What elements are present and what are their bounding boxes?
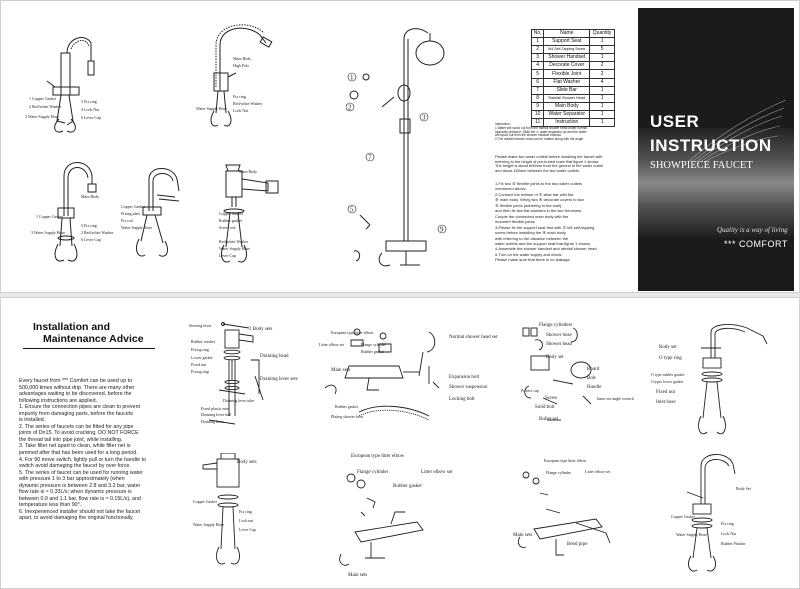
cell-qty: 5 <box>590 46 615 54</box>
parts-table <box>531 29 615 127</box>
cell-no: 10 <box>532 110 544 118</box>
cell-name: Flat Washer <box>544 78 590 86</box>
cover-panel <box>638 8 794 291</box>
label: Bolt <box>587 376 596 381</box>
label: 2 Red/white Washer <box>29 104 62 109</box>
note-line: 2.The rainfall shower head can be rotated along with the angle. <box>495 137 584 142</box>
intro-line: referring to the height of pre-buried hose that figure 1 shows. <box>495 158 600 164</box>
header-name: Name <box>544 30 590 38</box>
label: Main Body <box>81 194 100 199</box>
table-row <box>532 38 615 46</box>
label: Draining lever tube <box>223 398 255 403</box>
basin-mixer-drawing <box>191 453 271 573</box>
cell-name: Water Separator <box>544 110 590 118</box>
instruction-sheet-bottom <box>0 297 800 589</box>
cell-name: M4 Self-Tapping Screw <box>544 46 590 54</box>
label: Copper Gasket <box>193 499 217 504</box>
tall-basin-faucet-drawing <box>651 448 771 578</box>
label: 3 Water Supply Hose <box>31 230 65 235</box>
label: Lock Nut <box>721 531 737 536</box>
cell-no: 9 <box>532 102 544 110</box>
step-line: 3.Please fix the support seat first with ② M4 self-tapping <box>495 224 595 230</box>
label: High Pole <box>233 63 250 68</box>
table-row <box>532 94 615 102</box>
installation-title-line1: Installation and <box>33 321 111 333</box>
advice-line: jammed after that has been used for a long period. <box>19 450 138 457</box>
concealed-valve-drawing <box>513 320 623 440</box>
shower-system-drawing <box>346 19 456 281</box>
label: Plating shower hose <box>331 414 364 419</box>
advice-line: with pressure 1 to 3 bar approximately (when <box>19 476 125 483</box>
label: Rubber gasket <box>393 484 422 489</box>
table-row <box>532 78 615 86</box>
cover-title-line1: USER <box>650 112 700 131</box>
shower-steps <box>495 181 635 263</box>
wall-mixer-a-drawing <box>331 458 451 578</box>
label: Flange cylinder <box>357 470 389 475</box>
label: Inner six-angle wrench <box>597 396 634 401</box>
step-line: ⑤ flexible joints (adhering to the wall), <box>495 202 563 208</box>
advice-line: between 0.9 and 1.1 bar, flow rate is ≈ 0.15L/s), and <box>19 495 141 502</box>
pull-down-faucet-drawing <box>31 31 101 136</box>
cell-name: Rainfall Shower Head <box>544 94 590 102</box>
intro-line: The height is about 800mm from the ground to the water outlet <box>495 163 603 168</box>
label: Copper Gasket <box>121 204 145 209</box>
concealed-valve-diagram <box>513 320 623 440</box>
step-line: water outlets and the support seat that figure 1 shows. <box>495 240 592 246</box>
label: O type rubber gasket <box>651 372 685 377</box>
label: Body set <box>659 345 677 350</box>
label: Draining lever sets <box>260 377 298 382</box>
label: Solid bolt <box>535 405 555 410</box>
label: 5 Fix ring <box>81 99 97 104</box>
step-line: mentioned above. <box>495 186 527 192</box>
label: 4 Lock Nut <box>81 107 100 112</box>
cell-no: 7 <box>532 86 544 94</box>
label: Litter elbow set <box>421 470 453 475</box>
header-no: No. <box>532 30 544 38</box>
label: Copper Gasket <box>219 211 243 216</box>
spring-faucet-drawing <box>206 21 276 133</box>
label: Inlet hose <box>656 400 676 405</box>
cell-no: 8 <box>532 94 544 102</box>
label: Shower suspension <box>449 385 488 390</box>
label: Bend pipe <box>567 542 588 547</box>
header-quantity: Quantity <box>590 30 615 38</box>
advice-line: advantages waiting to be discovered, before the <box>19 391 132 398</box>
cell-qty: 2 <box>590 62 615 70</box>
advice-line: dynamic pressure is between 2.8 and 3.2 bar, water <box>19 482 141 489</box>
step-line: 4.Assemble the shower handset and rainfall shower head. <box>495 246 598 252</box>
advice-line: Every faucet from *** Comfort can be used up to <box>19 378 133 384</box>
label: Fix ring <box>233 94 246 99</box>
advice-line: impurity from damaging parts, before the faucets <box>19 410 133 417</box>
label: Fixing ring <box>191 347 209 352</box>
intro-line: Please make two water outlets before installing the faucet with <box>495 154 603 159</box>
label: 6 Lever Cup <box>81 115 101 120</box>
shower-system-diagram <box>346 19 456 281</box>
label: Normal shower head set <box>449 335 498 340</box>
cell-name: Slide Bar <box>544 86 590 94</box>
label: Body sets <box>237 460 257 465</box>
cell-qty: 1 <box>590 86 615 94</box>
label: Steering lever <box>189 323 212 328</box>
svg-text:1: 1 <box>350 73 354 82</box>
label: European type litter elbow <box>331 330 374 335</box>
cover-tagline: Quality is a way of living <box>717 226 788 234</box>
label: Draining lever ball <box>201 412 232 417</box>
label: European type litter elbow <box>544 458 587 463</box>
installation-title <box>33 321 144 345</box>
advice-line: 4. For 90 move switch, lightly pull or turn the handle to <box>19 456 146 463</box>
advice-line: 500,000 times without drip. There are many other <box>19 384 135 391</box>
step-line: 1.Fix two ⑤ flexible joints to the two water outlets <box>495 181 582 186</box>
label: Rubber Washer <box>721 541 746 546</box>
cell-qty: 1 <box>590 94 615 102</box>
label: Rubber washer <box>191 339 216 344</box>
step-line: 2.Connect the bottom of ⑦ slide bar with the <box>495 191 574 197</box>
label: Fixing ring <box>191 369 209 374</box>
label: Fixing plate <box>121 211 141 216</box>
gooseneck-faucet-diagram <box>46 156 116 268</box>
advice-line: is installed. <box>19 417 46 424</box>
basin-mixer-diagram <box>191 453 271 573</box>
label: Main sets <box>331 368 351 373</box>
label: Lower gasket <box>191 355 213 360</box>
label: Lever Cup <box>219 253 236 258</box>
cell-no: 6 <box>532 78 544 86</box>
label: Water Supply Hose <box>193 522 225 527</box>
label: Fix rod <box>121 218 133 223</box>
cell-no: 11 <box>532 119 544 127</box>
advice-line: 3. Take filter net apart to clean, while filter net is <box>19 443 131 450</box>
advice-line: following instructions are applied. <box>19 397 98 404</box>
cell-name: Flexible Joint <box>544 70 590 78</box>
cover-brand: *** COMFORT <box>724 239 788 249</box>
label: Main sets <box>513 533 533 538</box>
cell-qty: 2 <box>590 70 615 78</box>
label: Flange cylinder <box>546 470 571 475</box>
label: Water Supply Hose <box>219 246 251 251</box>
label: Lock nut <box>239 518 254 523</box>
cover-title-line2: INSTRUCTION <box>650 136 772 155</box>
step-line: Please make sure that there is no leakage. <box>495 257 571 263</box>
wall-mixer-a-diagram <box>331 458 451 578</box>
advice-line: 5. The series of faucet can be used for running water <box>19 469 143 476</box>
label: 2 Red/white Washer <box>81 230 114 235</box>
label: Screw <box>545 396 558 401</box>
table-row <box>532 86 615 94</box>
label: Expansion bolt <box>449 375 480 380</box>
label: 1 Copper Gasket <box>29 96 56 101</box>
label: Board <box>587 367 600 372</box>
cell-name: Shower Handset <box>544 54 590 62</box>
cell-no: 5 <box>532 70 544 78</box>
label: Protect cap <box>521 388 539 393</box>
shower-note <box>495 123 633 142</box>
note-line: Instruction: <box>495 122 511 126</box>
tall-basin-faucet-diagram <box>651 448 771 578</box>
spring-faucet-diagram <box>206 21 276 133</box>
cell-no: 1 <box>532 38 544 46</box>
advice-line: flow rate is ≈ 0.33L/s; when dynamic pressure is <box>19 489 132 496</box>
label: Bullet set <box>539 417 559 422</box>
label: Body set <box>546 355 564 360</box>
table-row <box>532 62 615 70</box>
label: 1 Copper Gasket <box>36 214 63 219</box>
advice-line: apart, to avoid damaging the original functionally. <box>19 515 134 522</box>
label: Screw rod <box>219 225 236 230</box>
label: Lever Cup <box>239 527 256 532</box>
table-row <box>532 110 615 118</box>
label: Fix ring <box>721 521 734 526</box>
installation-title-line2: Maintenance Advice <box>43 333 144 345</box>
label: European type litter elbow <box>351 454 405 459</box>
label: 3 Water Supply Hose <box>25 114 59 119</box>
gooseneck-faucet-drawing <box>46 156 116 268</box>
label: Lock Nut <box>233 108 249 113</box>
label: 5 Fix ring <box>81 223 97 228</box>
label: Red/white Washer <box>233 101 263 106</box>
advice-line: 2. The series of faucets can be fitted for any pipe <box>19 423 134 430</box>
pull-down-faucet-diagram <box>31 31 101 136</box>
cell-no: 4 <box>532 62 544 70</box>
title-underline <box>23 348 155 349</box>
cover-subtitle: SHOWPIECE FAUCET <box>650 160 753 171</box>
instruction-sheet-top <box>0 0 800 293</box>
label: Fixed nut <box>191 362 207 367</box>
note-line: hydraulic pressure. Slide the ④ water separator up and the water <box>495 129 587 134</box>
step-line: 5.Turn on the water supply and check. <box>495 251 563 257</box>
svg-text:7: 7 <box>368 153 372 162</box>
advice-line: switch avoid damaging the faucet by over force. <box>19 463 131 470</box>
shower-intro <box>495 155 635 173</box>
cell-qty: 1 <box>590 54 615 62</box>
svg-text:3: 3 <box>422 113 426 122</box>
label: Litter elbow set <box>585 469 611 474</box>
label: Fixed plastic nuts <box>201 406 230 411</box>
cell-name: Instruction <box>544 119 590 127</box>
cell-qty: 1 <box>590 102 615 110</box>
label: Rubber gasket <box>335 404 358 409</box>
label: Fix ring <box>239 509 252 514</box>
label: Shower head <box>546 342 572 347</box>
advice-line: the thread tail into pipe joint, while installing. <box>19 436 123 443</box>
cell-qty: 4 <box>590 78 615 86</box>
label: Main Body <box>239 169 258 174</box>
step-line: ⑨ main body. Wring two ④ decorate covers to two <box>495 197 584 203</box>
label: 2 Body sets <box>249 327 273 332</box>
table-row <box>532 46 615 54</box>
step-line: Couple the connected main body with the <box>495 213 569 219</box>
label: Shower hose <box>546 333 572 338</box>
label: Draining hose <box>201 419 224 424</box>
label: Flange cylinders <box>539 323 573 328</box>
parts-table-header <box>532 30 615 38</box>
label: Water Supply Hose <box>676 532 708 537</box>
label: O type ring <box>659 356 682 361</box>
intro-line: and about 150mm between the two water outlets. <box>495 167 580 173</box>
cell-name: Support Seat <box>544 38 590 46</box>
cell-no: 3 <box>532 54 544 62</box>
svg-text:9: 9 <box>440 225 444 234</box>
label: Main Body <box>233 56 252 61</box>
svg-text:5: 5 <box>350 205 354 214</box>
advice-line: temperature less than 90°. <box>19 502 82 509</box>
label: Copper Gasket <box>671 514 695 519</box>
table-row <box>532 54 615 62</box>
advice-line: 6. Inexperienced installer should not take the faucet <box>19 508 141 515</box>
label: Fixed nut <box>656 390 676 395</box>
step-line: screw before installing the ⑨ main body, <box>495 230 567 236</box>
label: Crypto lower gasket <box>651 379 684 384</box>
label: Rubber gasket <box>361 349 384 354</box>
table-row <box>532 70 615 78</box>
cell-name: Decorate Cover <box>544 62 590 70</box>
note-line: will spout out from the shower handset instead. <box>495 133 562 138</box>
label: Red/white Washer <box>219 239 249 244</box>
label: 6 Lever Cup <box>81 237 101 242</box>
label: Rubber gasket <box>219 218 242 223</box>
table-row <box>532 102 615 110</box>
label: Main sets <box>348 573 368 578</box>
label: Water Supply Hose <box>196 106 228 111</box>
step-line: mounted flexible joints. <box>495 219 536 225</box>
label: Body Set <box>736 486 751 491</box>
cell-name: Main Body <box>544 102 590 110</box>
svg-text:2: 2 <box>348 103 352 112</box>
note-line: 1.Water will spout out from the rainfall shower head under normal <box>495 125 588 130</box>
cell-qty: 1 <box>590 38 615 46</box>
label: Handle <box>587 385 602 390</box>
installation-advice-text <box>19 378 165 522</box>
cell-qty: 1 <box>590 119 615 127</box>
advice-line: 1. Ensure the connection pipes are clean to prevent <box>19 404 141 411</box>
step-line: and then fix two flat washers in the two freunions. <box>495 208 583 214</box>
advice-line: joints of Dn15. To avoid cracking, DO NOT FORCE <box>19 430 139 437</box>
label: Flange cylinder <box>361 342 386 347</box>
cell-qty: 1 <box>590 110 615 118</box>
label: Draining head <box>260 354 289 359</box>
label: Locking bolt <box>449 397 475 402</box>
label: Litter elbow set <box>319 342 345 347</box>
cell-no: 2 <box>532 46 544 54</box>
label: Water Supply Hose <box>121 225 153 230</box>
step-line: with referring to the distance between the <box>495 235 569 241</box>
